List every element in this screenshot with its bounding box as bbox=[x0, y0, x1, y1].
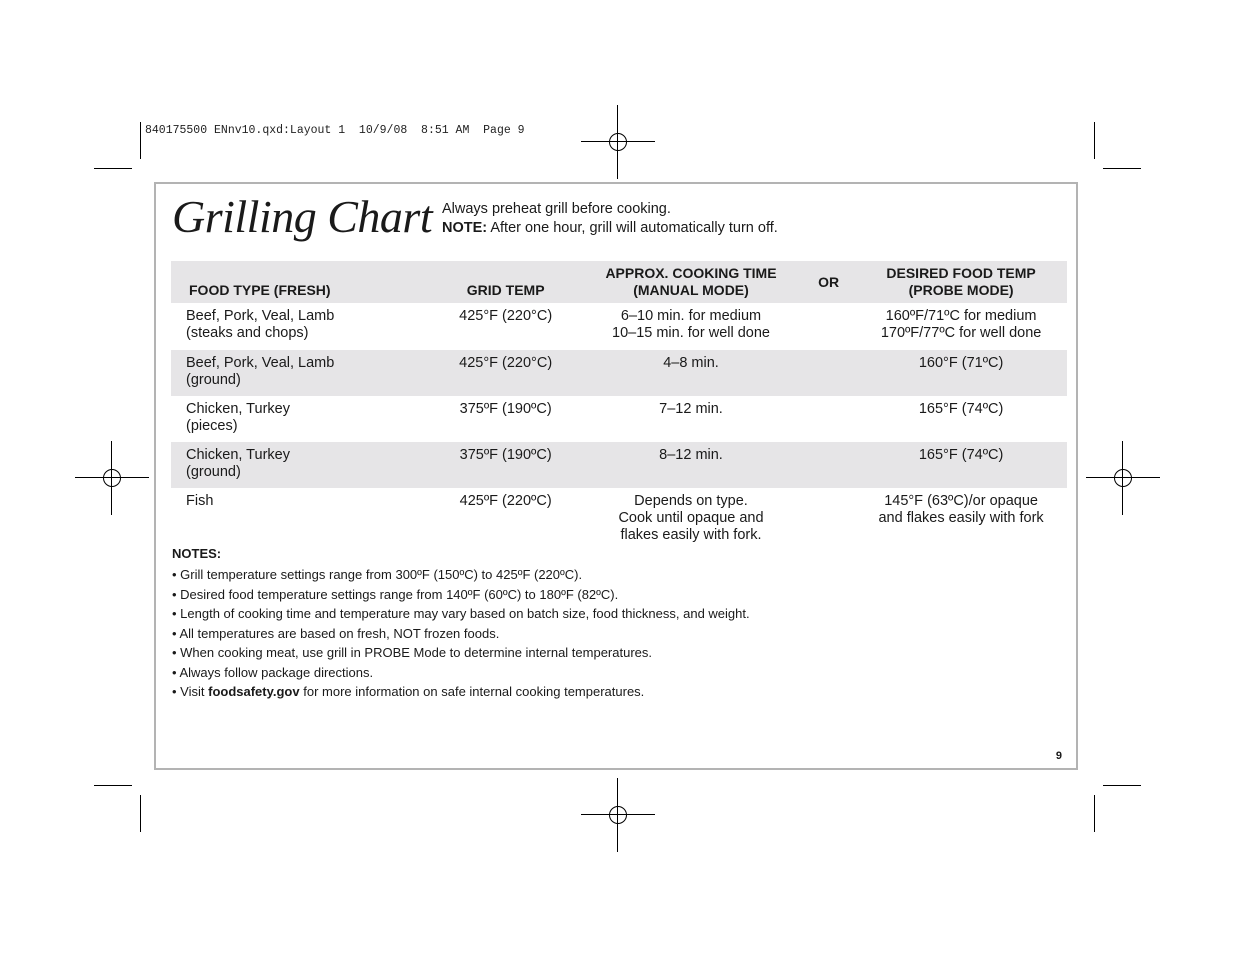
note-label: NOTE: bbox=[442, 220, 488, 236]
crop-mark-top-left-v bbox=[140, 122, 141, 159]
header-or: OR bbox=[802, 261, 855, 303]
list-item: • Grill temperature settings range from 300ºF (150ºC) to 425ºF (220ºC). bbox=[172, 567, 583, 582]
cell-food-type: Chicken, Turkey (ground) bbox=[171, 442, 432, 488]
cell-food-type: Chicken, Turkey (pieces) bbox=[186, 401, 290, 434]
notes-list bbox=[172, 565, 750, 702]
list-item: • Visit foodsafety.gov for more information on safe internal cooking temperatures. bbox=[172, 684, 645, 699]
cell-food-type: Beef, Pork, Veal, Lamb (steaks and chops) bbox=[186, 308, 335, 341]
cell-food-type: Beef, Pork, Veal, Lamb (ground) bbox=[171, 350, 432, 396]
cell-food-temp: 160°F (71ºC) bbox=[855, 350, 1067, 396]
page-number: 9 bbox=[1055, 750, 1062, 762]
crop-mark-top-left-h bbox=[94, 168, 132, 169]
cell-cooking-time: 8–12 min. bbox=[580, 442, 802, 488]
list-item: • When cooking meat, use grill in PROBE Mode to determine internal temperatures. bbox=[172, 645, 652, 660]
cell-food-temp: 165°F (74ºC) bbox=[918, 401, 1004, 417]
preheat-instruction: Always preheat grill before cooking. bbox=[442, 201, 671, 217]
list-item: • Length of cooking time and temperature may vary based on batch size, food thickness, and weight. bbox=[172, 606, 750, 621]
list-item: • All temperatures are based on fresh, NOT frozen foods. bbox=[172, 625, 500, 641]
cell-grid-temp: 375ºF (190ºC) bbox=[459, 401, 552, 417]
table-row bbox=[171, 488, 1067, 550]
registration-mark-icon-bottom bbox=[603, 800, 633, 830]
registration-mark-icon-top bbox=[603, 127, 633, 157]
foodsafety-link[interactable]: foodsafety.gov bbox=[208, 684, 300, 699]
list-item: • Desired food temperature settings range from 140ºF (60ºC) to 180ºF (82ºC). bbox=[172, 586, 619, 602]
cell-grid-temp: 425°F (220°C) bbox=[459, 308, 553, 324]
header-food-temp bbox=[855, 261, 1067, 303]
print-slug-line: 840175500 ENnv10.qxd:Layout 1 10/9/08 8:51 AM Page 9 bbox=[145, 124, 525, 137]
auto-off-note bbox=[442, 219, 778, 238]
cell-cooking-time: Depends on type. Cook until opaque and flakes easily with fork. bbox=[618, 493, 764, 543]
header-cooking-time bbox=[580, 261, 802, 303]
intro-text bbox=[442, 200, 778, 238]
crop-mark-top-right-v bbox=[1094, 122, 1095, 159]
registration-mark-icon-left bbox=[97, 463, 127, 493]
table-header-row bbox=[171, 261, 1067, 303]
crop-mark-bottom-left-h bbox=[94, 785, 132, 786]
cell-grid-temp: 425°F (220°C) bbox=[432, 350, 580, 396]
cell-grid-temp: 375ºF (190ºC) bbox=[432, 442, 580, 488]
cell-cooking-time: 6–10 min. for medium 10–15 min. for well done bbox=[612, 308, 770, 341]
table-row bbox=[171, 303, 1067, 350]
header-food-type: FOOD TYPE (FRESH) bbox=[171, 261, 432, 303]
cell-food-temp: 160ºF/71ºC for medium 170ºF/77ºC for well done bbox=[880, 308, 1042, 341]
list-item: • Always follow package directions. bbox=[172, 664, 374, 680]
grilling-chart-panel bbox=[154, 182, 1078, 770]
note-text: After one hour, grill will automatically turn off. bbox=[487, 220, 778, 236]
cell-food-temp: 165°F (74ºC) bbox=[855, 442, 1067, 488]
crop-mark-top-right-h bbox=[1103, 168, 1141, 169]
cell-cooking-time: 7–12 min. bbox=[659, 401, 723, 417]
table-row bbox=[171, 396, 1067, 442]
notes-section bbox=[172, 546, 750, 702]
header-cooking-time-line2: (MANUAL MODE) bbox=[633, 282, 749, 298]
cell-food-type: Fish bbox=[186, 493, 214, 509]
crop-mark-bottom-right-v bbox=[1094, 795, 1095, 832]
table-row bbox=[171, 350, 1067, 396]
table-row bbox=[171, 442, 1067, 488]
grilling-table bbox=[171, 261, 1067, 550]
cell-grid-temp: 425ºF (220ºC) bbox=[459, 493, 552, 509]
header-cooking-time-line1: APPROX. COOKING TIME bbox=[605, 265, 777, 281]
header-grid-temp: GRID TEMP bbox=[432, 261, 580, 303]
crop-mark-bottom-right-h bbox=[1103, 785, 1141, 786]
notes-heading: NOTES: bbox=[172, 546, 222, 561]
cell-cooking-time: 4–8 min. bbox=[580, 350, 802, 396]
header-food-temp-line2: (PROBE MODE) bbox=[908, 282, 1014, 298]
registration-mark-icon-right bbox=[1108, 463, 1138, 493]
crop-mark-bottom-left-v bbox=[140, 795, 141, 832]
page-title: Grilling Chart bbox=[172, 191, 433, 242]
header-food-temp-line1: DESIRED FOOD TEMP bbox=[886, 265, 1036, 281]
cell-food-temp: 145°F (63ºC)/or opaque and flakes easily with fork bbox=[878, 493, 1044, 526]
